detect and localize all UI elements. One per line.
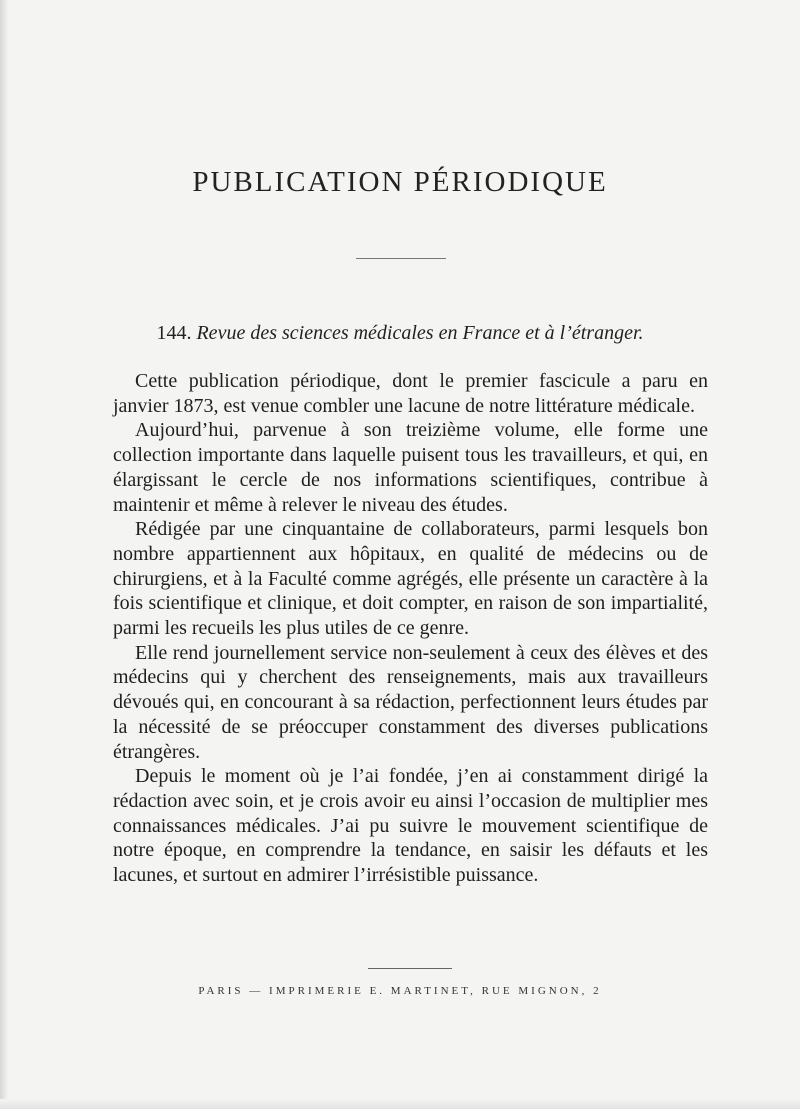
body-text — [113, 369, 708, 888]
paragraph-1: Cette publication périodique, dont le premier fascicule a paru en janvier 1873, est venue combler une lacune de notre littérature médicale. — [113, 370, 708, 417]
title-divider — [356, 258, 446, 259]
paragraph-4: Elle rend journellement service non-seulement à ceux des élèves et des médecins qui y cherchent des renseignements, mais aux travailleurs dévoués qui, en concourant à sa rédaction, perfectionnent leurs études par la nécessité de se préoccuper constamment des diverses publications étrangères. — [113, 641, 708, 763]
paragraph-2: Aujourd’hui, parvenue à son treizième volume, elle forme une collection importante dans laquelle puisent tous les travailleurs, et qui, en élargissant le cercle de nos informations scientifiques, contribue à maintenir et même à relever le niveau des études. — [113, 419, 708, 516]
entry-heading — [0, 322, 800, 345]
paragraph-5: Depuis le moment où je l’ai fondée, j’en ai constamment dirigé la rédaction avec soin, et je crois avoir eu ainsi l’occasion de multiplier mes connaissances médicales. J’ai pu suivre le mouvement scientifique de notre époque, en comprendre la tendance, en saisir les défauts et les lacunes, et surtout en admirer l’irrésistible puissance. — [113, 765, 708, 887]
entry-number: 144. — [156, 322, 192, 344]
page-title: PUBLICATION PÉRIODIQUE — [192, 166, 608, 198]
page-bottom-shadow — [0, 1099, 800, 1109]
footer-divider — [368, 968, 452, 969]
entry-title: Revue des sciences médicales en France et à l’étranger. — [196, 322, 644, 344]
printer-imprint: PARIS — IMPRIMERIE E. MARTINET, RUE MIGNON, 2 — [198, 985, 602, 997]
paragraph-3: Rédigée par une cinquantaine de collaborateurs, parmi lesquels bon nombre appartiennent aux hôpitaux, en qualité de médecins ou de chirurgiens, et à la Faculté comme agrégés, elle présente un caractère à la fois scientifique et clinique, et doit compter, en raison de son impartialité, parmi les recueils les plus utiles de ce genre. — [113, 518, 708, 640]
